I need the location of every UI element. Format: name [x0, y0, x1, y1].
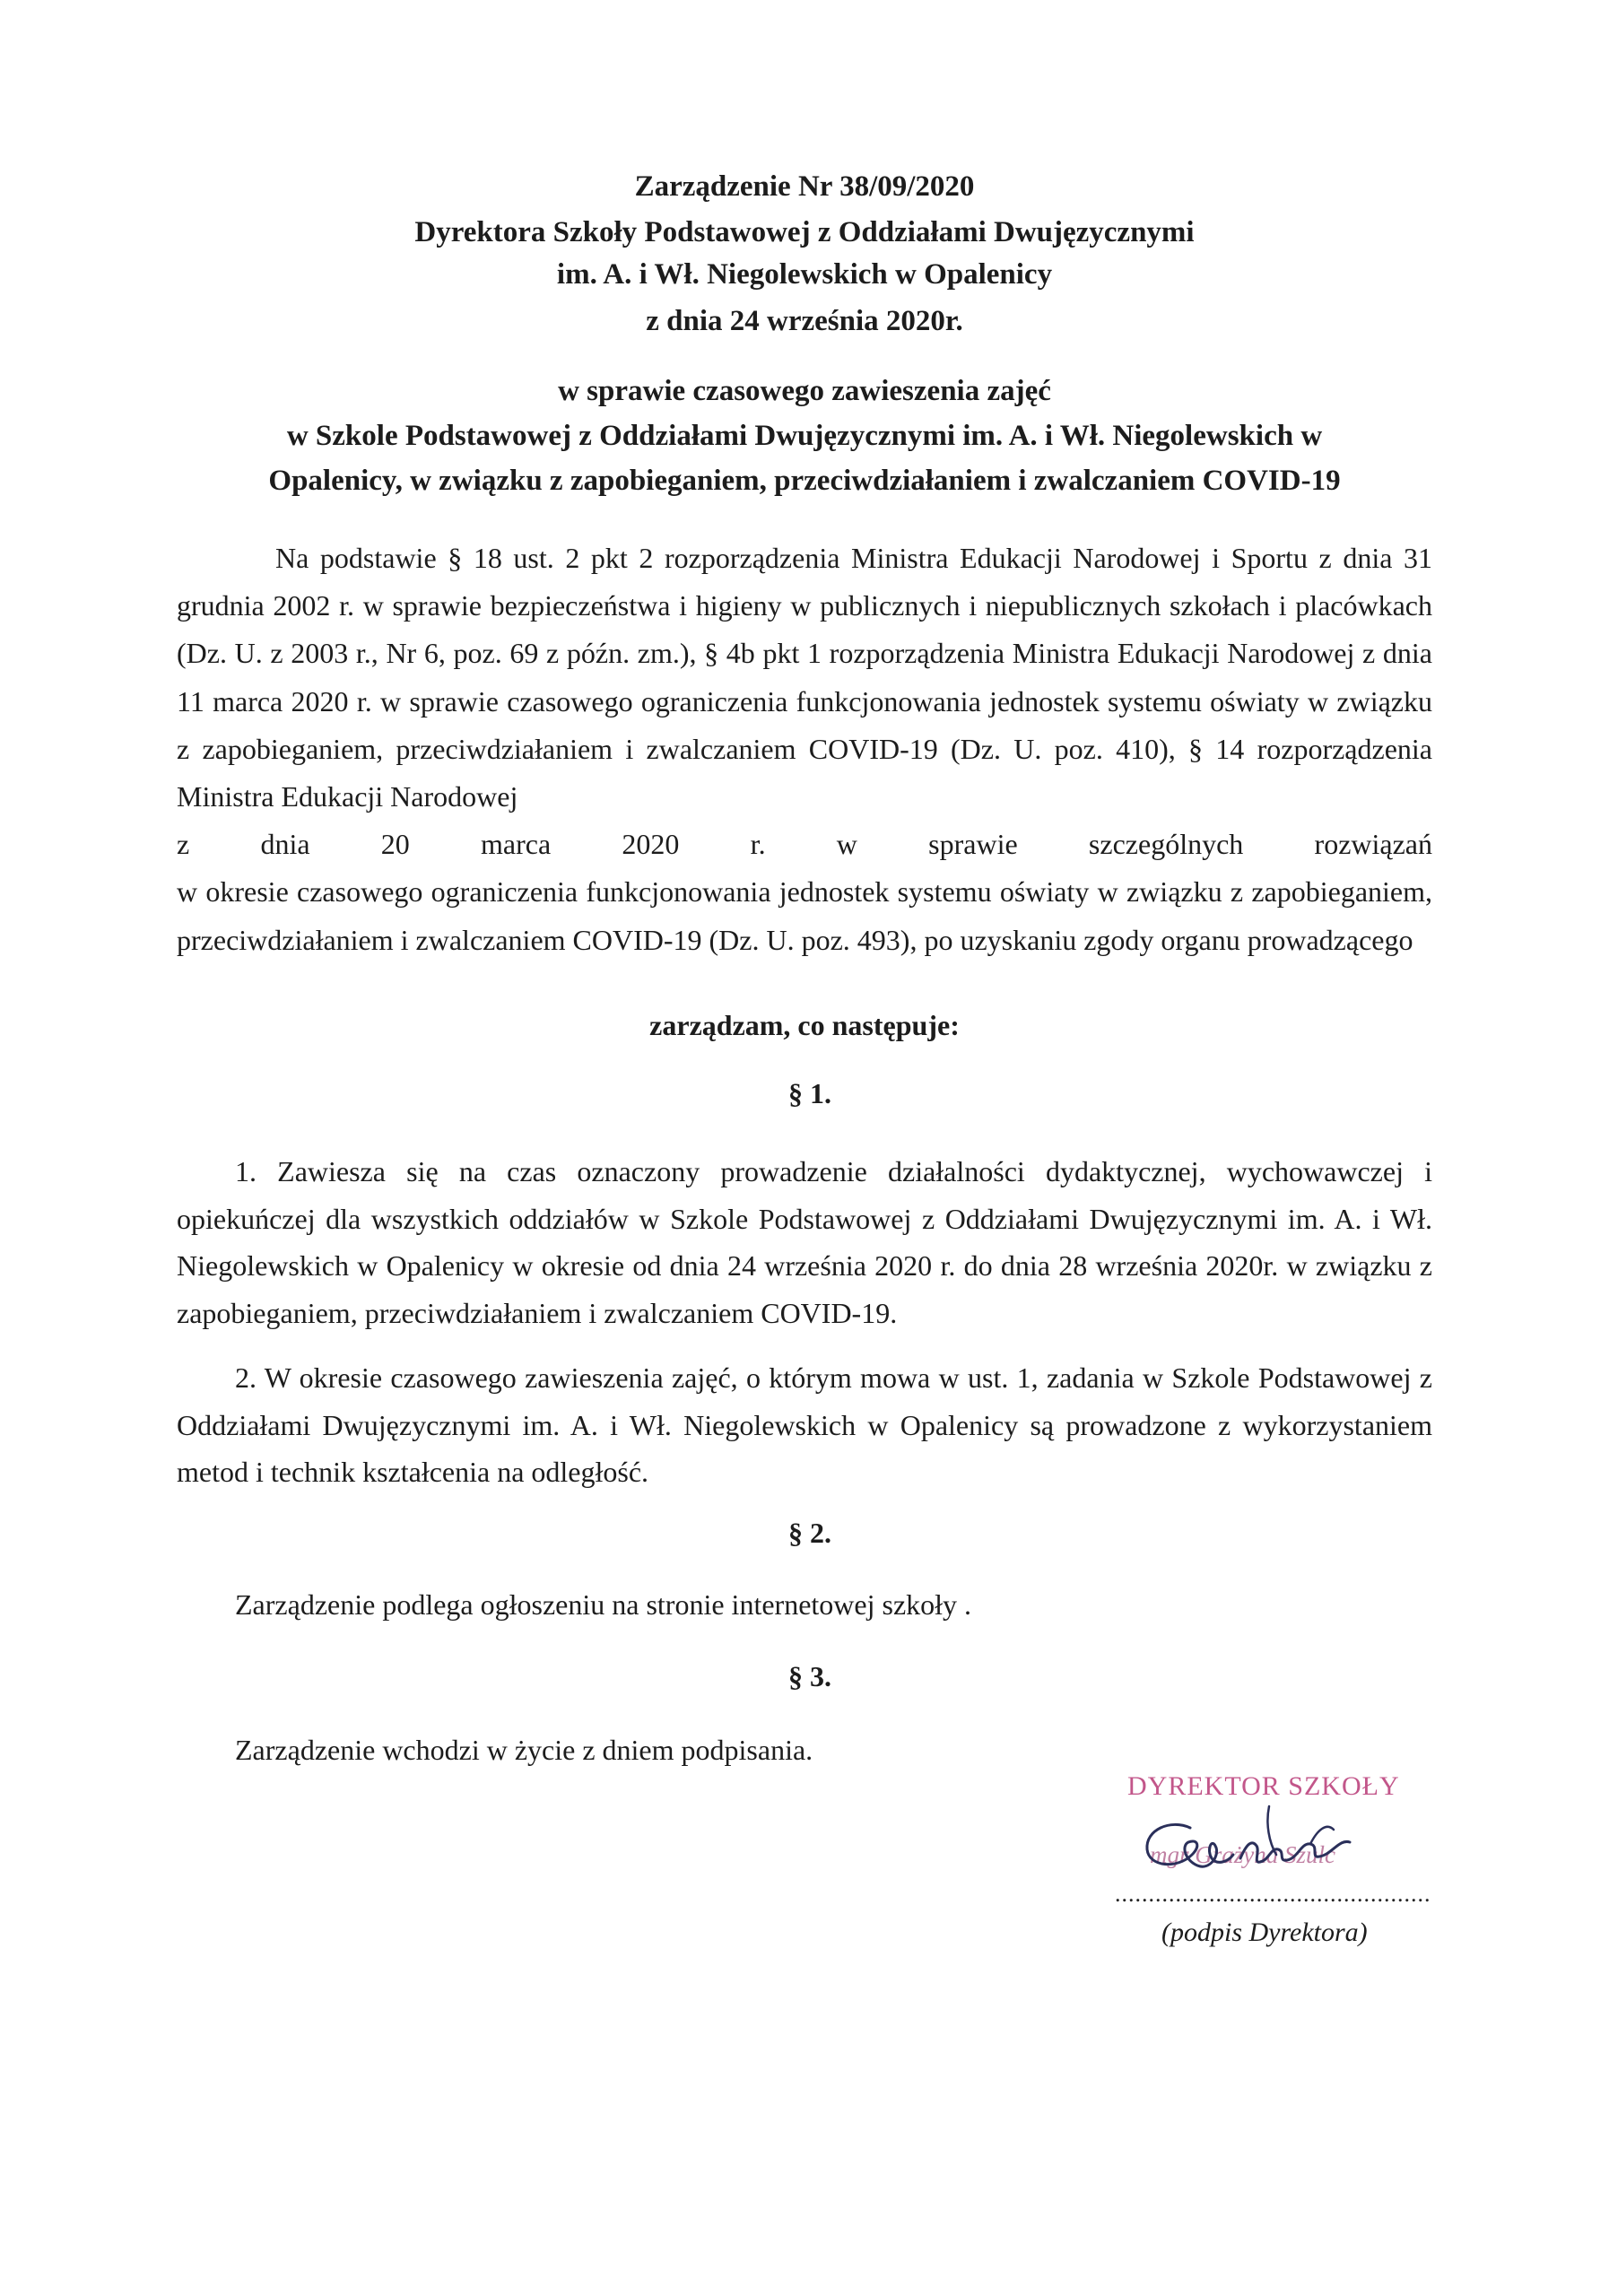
- legal-basis-part-3: w okresie czasowego ograniczenia funkcjonowania jednostek systemu oświaty w związku z zapobieganiem, przeciwdziałaniem i zwalczaniem COVID-19 (Dz. U. poz. 493), po uzyskaniu zgody organu prowadzącego: [177, 875, 1432, 956]
- handwritten-signature: [1135, 1803, 1431, 1883]
- decree-title: Zarządzenie Nr 38/09/2020: [634, 170, 975, 203]
- legal-basis-part-2: z dnia 20 marca 2020 r. w sprawie szczególnych rozwiązań: [177, 828, 1432, 861]
- section-1-point-2: 2. W okresie czasowego zawieszenia zajęć, o którym mowa w ust. 1, zadania w Szkole Podstawowej z Oddziałami Dwujęzycznymi im. A. i Wł. Niegolewskich w Opalenicy są prowadzone z wykorzystaniem metod i technik kształcenia na odległość.: [177, 1361, 1432, 1488]
- decree-heading: zarządzam, co następuje:: [649, 1009, 960, 1041]
- legal-basis-paragraph: [177, 535, 1432, 964]
- stamp-name: mgr Grażyna Szulc: [1150, 1841, 1335, 1868]
- subject-line-3: Opalenicy, w związku z zapobieganiem, przeciwdziałaniem i zwalczaniem COVID-19: [268, 465, 1341, 497]
- school-name-line: im. A. i Wł. Niegolewskich w Opalenicy: [556, 258, 1053, 291]
- stamp-title: DYREKTOR SZKOŁY: [1127, 1771, 1400, 1801]
- signature-label: (podpis Dyrektora): [1161, 1918, 1368, 1947]
- section-1-heading: § 1.: [788, 1077, 831, 1109]
- section-3-heading: § 3.: [788, 1660, 831, 1692]
- subject-line-1: w sprawie czasowego zawieszenia zajęć: [558, 375, 1051, 407]
- section-3-text: Zarządzenie wchodzi w życie z dniem podpisania.: [235, 1734, 813, 1766]
- legal-basis-part-1: Na podstawie § 18 ust. 2 pkt 2 rozporządzenia Ministra Edukacji Narodowej i Sportu z dnia 31 grudnia 2002 r. w sprawie bezpieczeństwa i higieny w publicznych i niepublicznych szkołach i placówkach (Dz. U. z 2003 r., Nr 6, poz. 69 z późn. zm.), § 4b pkt 1 rozporządzenia Ministra Edukacji Narodowej z dnia 11 marca 2020 r. w sprawie czasowego ograniczenia funkcjonowania jednostek systemu oświaty w związku z zapobieganiem, przeciwdziałaniem i zwalczaniem COVID-19 (Dz. U. poz. 410), § 14 rozporządzenia Ministra Edukacji Narodowej: [177, 542, 1432, 813]
- decree-date: z dnia 24 września 2020r.: [646, 305, 963, 337]
- issuer-line: Dyrektora Szkoły Podstawowej z Oddziałami Dwujęzycznymi: [414, 216, 1195, 248]
- section-2-heading: § 2.: [788, 1517, 831, 1549]
- subject-line-2: w Szkole Podstawowej z Oddziałami Dwujęzycznymi im. A. i Wł. Niegolewskich w: [286, 420, 1323, 452]
- section-1-point-1: 1. Zawiesza się na czas oznaczony prowadzenie działalności dydaktycznej, wychowawczej i opiekuńczej dla wszystkich oddziałów w Szkole Podstawowej z Oddziałami Dwujęzycznymi im. A. i Wł. Niegolewskich w Opalenicy w okresie od dnia 24 września 2020 r. do dnia 28 września 2020r. w związku z zapobieganiem, przeciwdziałaniem i zwalczaniem COVID-19.: [177, 1155, 1432, 1329]
- section-2-text: Zarządzenie podlega ogłoszeniu na stronie internetowej szkoły .: [235, 1588, 972, 1621]
- signature-line: ...............................................: [1115, 1881, 1431, 1907]
